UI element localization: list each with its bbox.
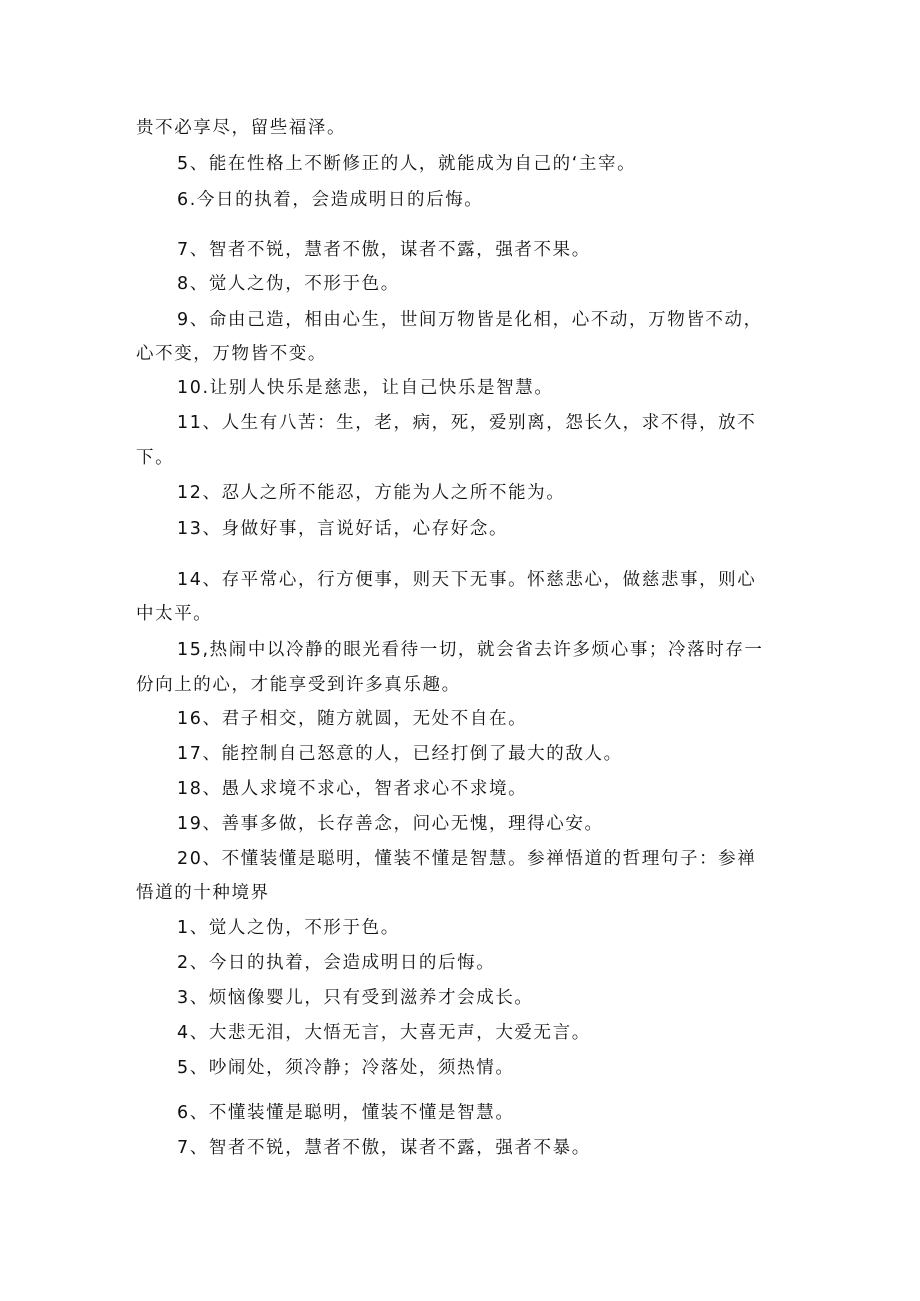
text-line: 1、觉人之伪，不形于色。 [177,918,400,938]
text-line: 5、吵闹处，须冷静；冷落处，须热情。 [177,1058,515,1078]
text-line: 20、不懂装懂是聪明，懂装不懂是智慧。参禅悟道的哲理句子：参禅 [177,849,757,869]
text-line: 份向上的心，才能享受到许多真乐趣。 [136,675,461,695]
text-line: 14、存平常心，行方便事，则天下无事。怀慈悲心，做慈悲事，则心 [177,570,757,590]
text-line: 10.让别人快乐是慈悲，让自己快乐是智慧。 [177,378,554,398]
text-line: 16、君子相交，随方就圆，无处不自在。 [177,709,528,729]
text-line: 11、人生有八苦：生，老，病，死，爱别离，怨长久，求不得，放不 [177,413,757,433]
text-line: 8、觉人之伪，不形于色。 [177,274,400,294]
text-line: 18、愚人求境不求心，智者求心不求境。 [177,779,528,799]
text-line: 13、身做好事，言说好话，心存好念。 [177,519,509,539]
text-line: 下。 [136,448,175,468]
text-line: 悟道的十种境界 [136,883,270,903]
text-line: 19、善事多做，长存善念，问心无愧，理得心安。 [177,814,604,834]
text-line: 15,热闹中以冷静的眼光看待一切，就会省去许多烦心事；冷落时存一 [177,640,764,660]
text-line: 17、能控制自己怒意的人，已经打倒了最大的敌人。 [177,744,623,764]
text-line: 3、烦恼像婴儿，只有受到滋养才会成长。 [177,988,534,1008]
text-line: 12、忍人之所不能忍，方能为人之所不能为。 [177,483,566,503]
text-line: 5、能在性格上不断修正的人，就能成为自己的‘主宰。 [177,154,637,174]
text-line: 2、今日的执着，会造成明日的后悔。 [177,953,496,973]
text-line: 7、智者不锐，慧者不傲，谋者不露，强者不果。 [177,240,591,260]
text-line: 贵不必享尽，留些福泽。 [136,118,347,138]
text-line: 中太平。 [136,604,213,624]
text-line: 心不变，万物皆不变。 [136,344,327,364]
text-line: 6、不懂装懂是聪明，懂装不懂是智慧。 [177,1103,515,1123]
text-line: 9、命由己造，相由心生，世间万物皆是化相，心不动，万物皆不动， [177,310,763,330]
text-line: 6.今日的执着，会造成明日的后悔。 [177,190,484,210]
text-line: 4、大悲无泪，大悟无言，大喜无声，大爱无言。 [177,1023,591,1043]
text-line: 7、智者不锐，慧者不傲，谋者不露，强者不暴。 [177,1138,591,1158]
